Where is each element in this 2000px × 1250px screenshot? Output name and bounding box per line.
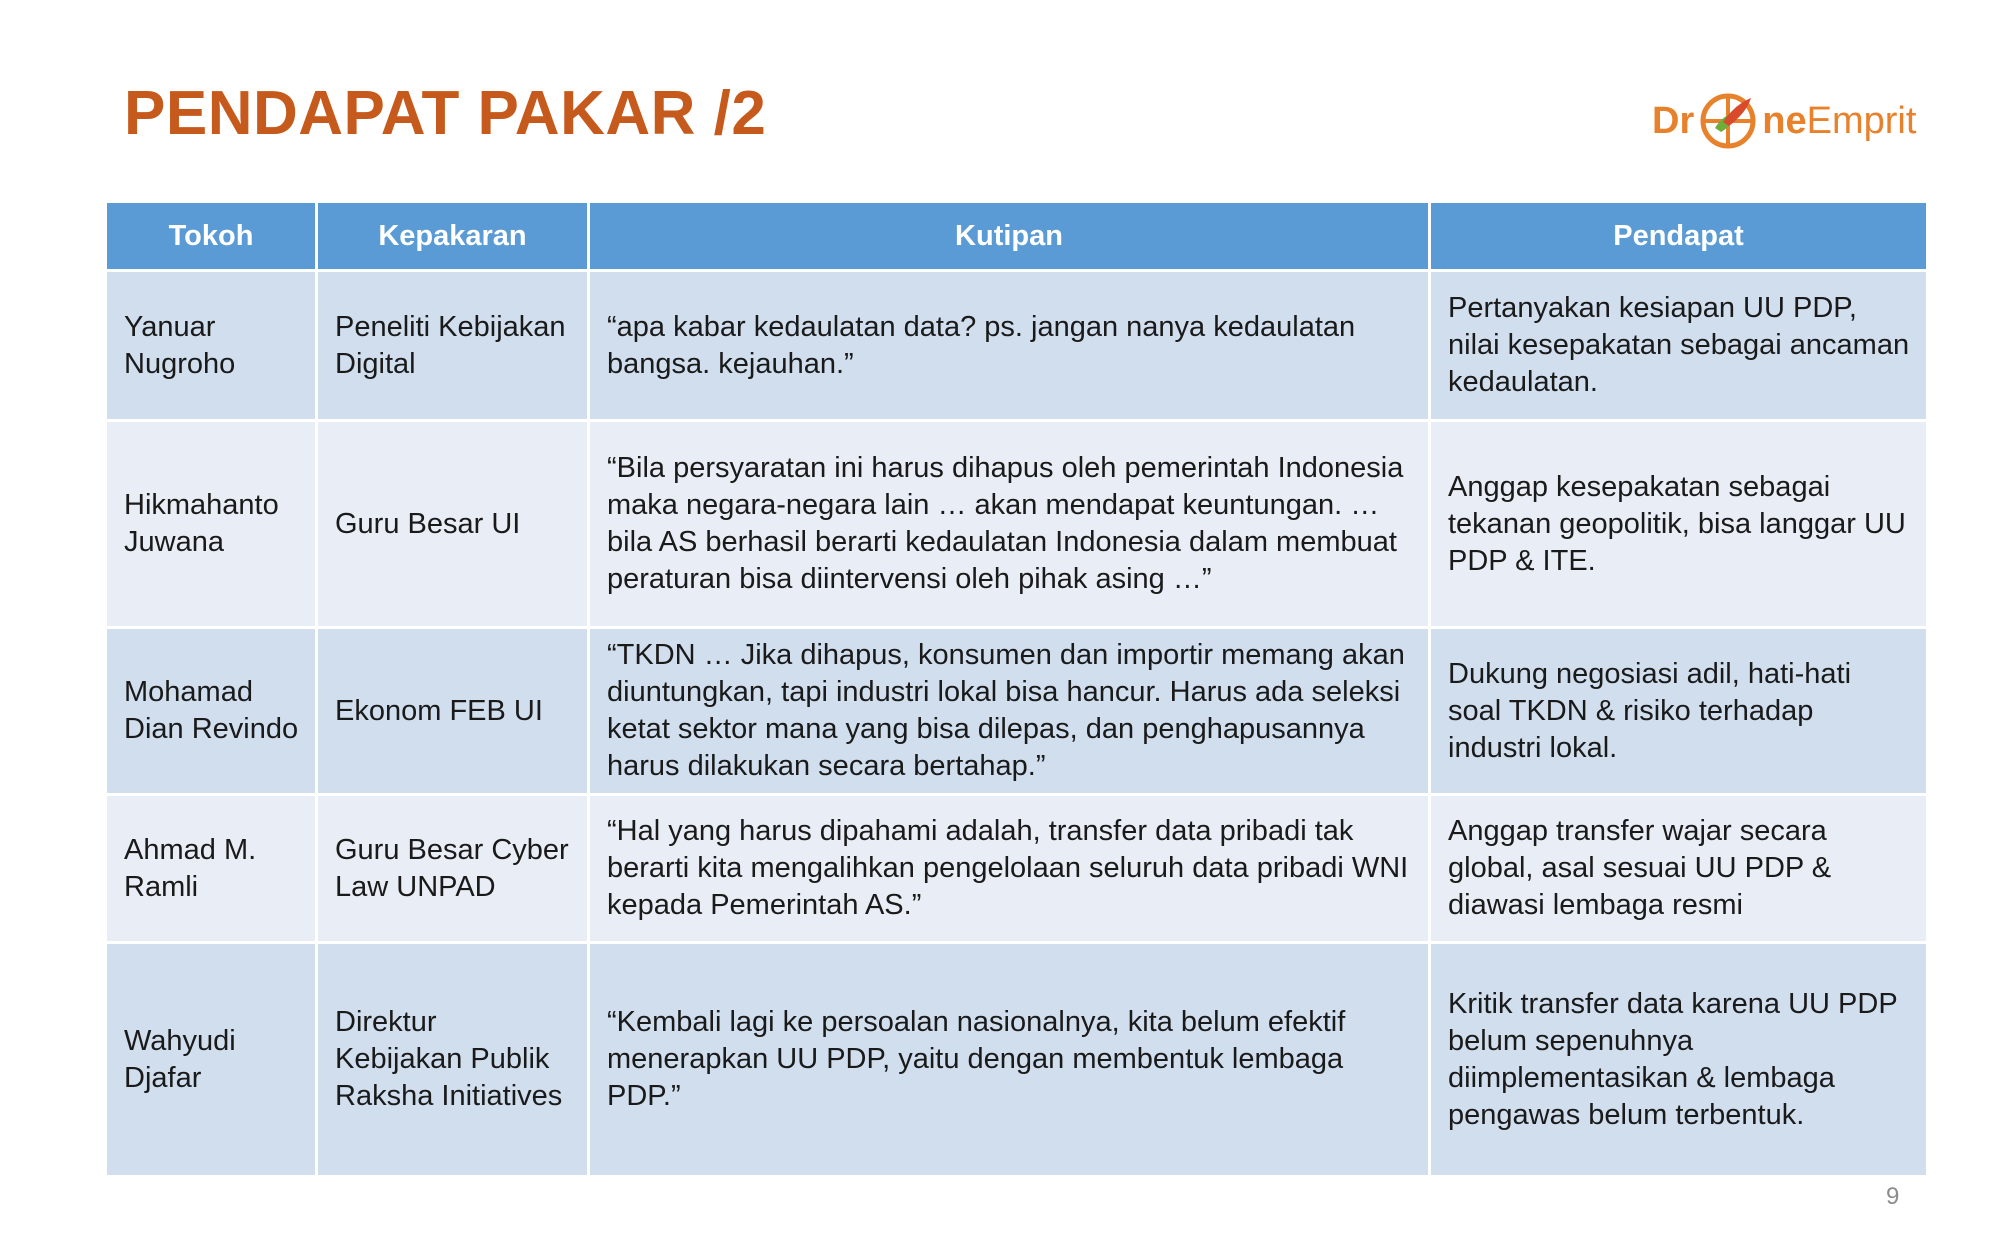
logo-text-ne: ne	[1762, 100, 1807, 142]
cell-kutipan: “TKDN … Jika dihapus, konsumen dan importir memang akan diuntungkan, tapi industri lokal bisa hancur. Harus ada seleksi ketat sektor mana yang bisa dilepas, dan penghapusannya harus dilakukan secara bertahap.”	[589, 628, 1430, 795]
cell-tokoh: Wahyudi Djafar	[106, 943, 317, 1177]
header-kepakaran: Kepakaran	[317, 202, 589, 271]
cell-kutipan: “Bila persyaratan ini harus dihapus oleh pemerintah Indonesia maka negara-negara lain … akan mendapat keuntungan. … bila AS berhasil berarti kedaulatan Indonesia dalam membuat peraturan bisa diintervensi oleh pihak asing …”	[589, 421, 1430, 628]
cell-pendapat: Anggap transfer wajar secara global, asal sesuai UU PDP & diawasi lembaga resmi	[1430, 795, 1928, 943]
cell-kepakaran: Guru Besar Cyber Law UNPAD	[317, 795, 589, 943]
cell-tokoh: Hikmahanto Juwana	[106, 421, 317, 628]
cell-kutipan: “Hal yang harus dipahami adalah, transfer data pribadi tak berarti kita mengalihkan pengelolaan seluruh data pribadi WNI kepada Pemerintah AS.”	[589, 795, 1430, 943]
table-row	[106, 421, 1928, 628]
table-row	[106, 795, 1928, 943]
cell-pendapat: Pertanyakan kesiapan UU PDP, nilai kesepakatan sebagai ancaman kedaulatan.	[1430, 271, 1928, 421]
logo-text-emprit: Emprit	[1806, 100, 1917, 142]
header-pendapat: Pendapat	[1430, 202, 1928, 271]
cell-tokoh: Yanuar Nugroho	[106, 271, 317, 421]
slide-title: PENDAPAT PAKAR /2	[124, 79, 767, 148]
bird-logo-icon	[1695, 88, 1761, 154]
table-row	[106, 628, 1928, 795]
cell-kepakaran: Direktur Kebijakan Publik Raksha Initiatives	[317, 943, 589, 1177]
logo-text-dr: Dr	[1652, 100, 1695, 142]
cell-pendapat: Dukung negosiasi adil, hati-hati soal TKDN & risiko terhadap industri lokal.	[1430, 628, 1928, 795]
cell-kutipan: “apa kabar kedaulatan data? ps. jangan nanya kedaulatan bangsa. kejauhan.”	[589, 271, 1430, 421]
page-number: 9	[1886, 1183, 1900, 1210]
cell-kutipan: “Kembali lagi ke persoalan nasionalnya, kita belum efektif menerapkan UU PDP, yaitu dengan membentuk lembaga PDP.”	[589, 943, 1430, 1177]
table-header-row	[106, 202, 1928, 271]
expert-opinion-table	[104, 200, 1929, 1178]
cell-tokoh: Ahmad M. Ramli	[106, 795, 317, 943]
table-row	[106, 943, 1928, 1177]
header-tokoh: Tokoh	[106, 202, 317, 271]
cell-kepakaran: Peneliti Kebijakan Digital	[317, 271, 589, 421]
cell-tokoh: Mohamad Dian Revindo	[106, 628, 317, 795]
cell-pendapat: Kritik transfer data karena UU PDP belum sepenuhnya diimplementasikan & lembaga pengawas belum terbentuk.	[1430, 943, 1928, 1177]
header-kutipan: Kutipan	[589, 202, 1430, 271]
cell-pendapat: Anggap kesepakatan sebagai tekanan geopolitik, bisa langgar UU PDP & ITE.	[1430, 421, 1928, 628]
cell-kepakaran: Ekonom FEB UI	[317, 628, 589, 795]
cell-kepakaran: Guru Besar UI	[317, 421, 589, 628]
table-row	[106, 271, 1928, 421]
drone-emprit-logo	[1652, 88, 1916, 154]
